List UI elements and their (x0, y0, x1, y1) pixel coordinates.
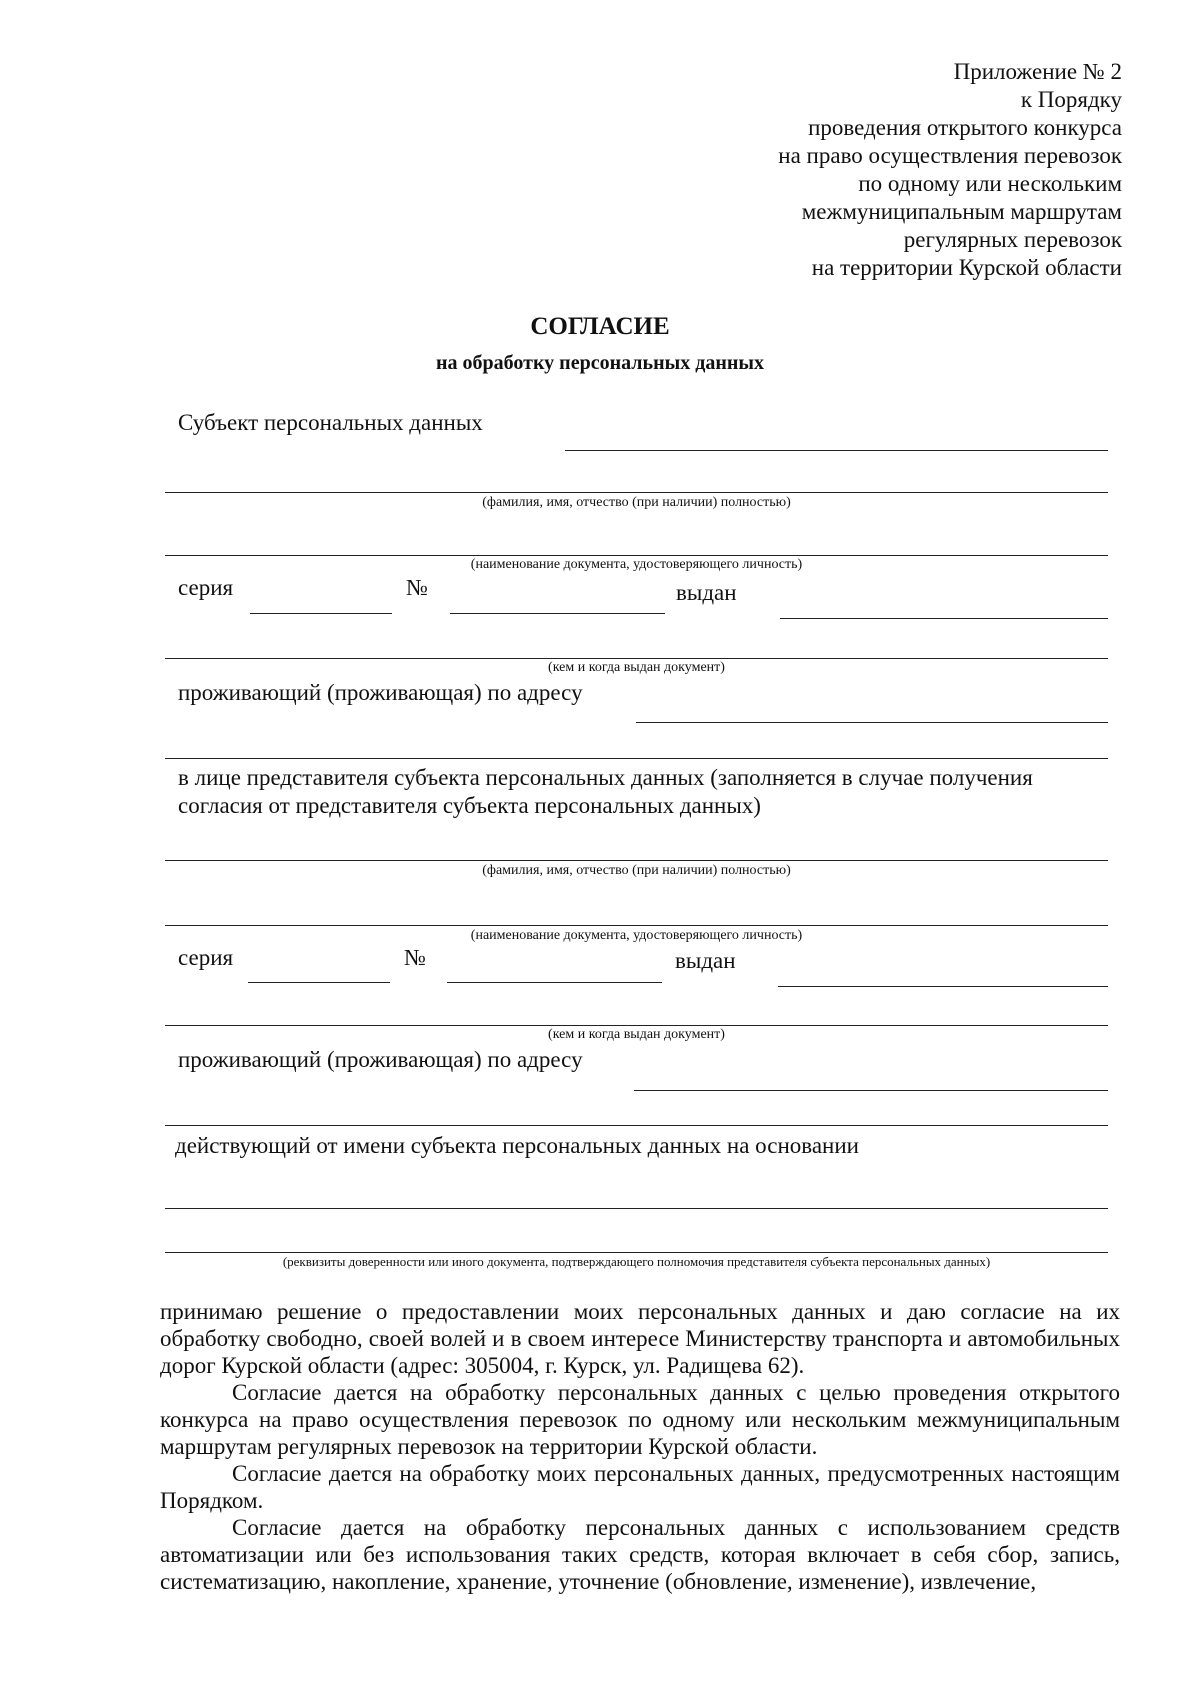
issued-field[interactable] (780, 618, 1108, 619)
powers-line[interactable] (165, 1208, 1108, 1209)
acting-label: действующий от имени субъекта персональных данных на основании (175, 1133, 859, 1158)
residence-field-2[interactable] (165, 758, 1108, 759)
consent-paragraph: Согласие дается на обработку персональных данных с использованием средств автоматизации или без использования таких средств, которая включает в себя сбор, запись, систематизацию, накопление, хранение, уточнение (обновление, изменение), извлечение, (160, 1515, 1120, 1594)
number-label: № (406, 575, 428, 600)
caption-fio-representative: (фамилия, имя, отчество (при наличии) полностью) (482, 863, 791, 878)
caption-issued-representative: (кем и когда выдан документ) (548, 1027, 725, 1042)
representative-name-line[interactable] (165, 860, 1108, 861)
appendix-line: к Порядку (1020, 87, 1122, 112)
issued-by-line[interactable] (165, 658, 1108, 659)
subject-label: Субъект персональных данных (178, 410, 483, 435)
residence-field-representative-2[interactable] (165, 1125, 1108, 1126)
caption-document: (наименование документа, удостоверяющего личность) (470, 557, 803, 572)
number-field[interactable] (450, 613, 665, 614)
representative-text: в лице представителя субъекта персональных данных (заполняется в случае получения согласия от представителя субъекта персональных данных) (178, 765, 1033, 818)
series-field[interactable] (250, 613, 392, 614)
caption-fio: (фамилия, имя, отчество (при наличии) полностью) (482, 495, 791, 510)
issued-label: выдан (676, 580, 737, 605)
residence-label: проживающий (проживающая) по адресу (178, 680, 583, 705)
residence-field-representative[interactable] (634, 1090, 1108, 1091)
series-label-representative: серия (178, 945, 234, 970)
representative-document-line[interactable] (165, 925, 1108, 926)
series-label: серия (178, 575, 234, 600)
appendix-line: на право осуществления перевозок (778, 143, 1122, 168)
subject-document-line[interactable] (165, 555, 1108, 556)
issued-by-line-representative[interactable] (165, 1025, 1108, 1026)
appendix-line: регулярных перевозок (903, 227, 1122, 252)
residence-label-representative: проживающий (проживающая) по адресу (178, 1047, 583, 1072)
issued-field-representative[interactable] (778, 986, 1108, 987)
appendix-line: Приложение № 2 (953, 59, 1122, 84)
appendix-line: на территории Курской области (811, 255, 1122, 280)
consent-paragraph: Согласие дается на обработку персональных данных с целью проведения открытого конкурса на право осуществления перевозок по одному или нескольким межмуниципальным маршрутам регулярных перевозок на территории Курской области. (160, 1380, 1120, 1459)
subject-name-line[interactable] (565, 450, 1108, 451)
consent-paragraph: Согласие дается на обработку моих персональных данных, предусмотренных настоящим Порядком. (160, 1461, 1120, 1513)
document-subtitle: на обработку персональных данных (436, 352, 764, 374)
appendix-line: проведения открытого конкурса (808, 115, 1122, 140)
series-field-representative[interactable] (248, 982, 390, 983)
number-label-representative: № (404, 945, 426, 970)
subject-name-line-2[interactable] (165, 492, 1108, 493)
caption-document-representative: (наименование документа, удостоверяющего личность) (470, 928, 803, 943)
number-field-representative[interactable] (447, 982, 662, 983)
caption-powers: (реквизиты доверенности или иного документа, подтверждающего полномочия представителя субъекта персональных данных) (282, 1254, 991, 1269)
appendix-header (778, 58, 1122, 282)
appendix-line: межмуниципальным маршрутам (801, 199, 1122, 224)
residence-field[interactable] (636, 722, 1108, 723)
consent-body (160, 1298, 1120, 1595)
caption-issued: (кем и когда выдан документ) (548, 660, 725, 675)
issued-label-representative: выдан (675, 948, 736, 973)
consent-paragraph: принимаю решение о предоставлении моих персональных данных и даю согласие на их обработку свободно, своей волей и в своем интересе Министерству транспорта и автомобильных дорог Курской области (адрес: 305004, г. Курск, ул. Радищева 62). (160, 1299, 1120, 1378)
document-title: СОГЛАСИЕ (530, 313, 670, 340)
powers-line-2[interactable] (165, 1252, 1108, 1253)
appendix-line: по одному или нескольким (858, 171, 1122, 196)
